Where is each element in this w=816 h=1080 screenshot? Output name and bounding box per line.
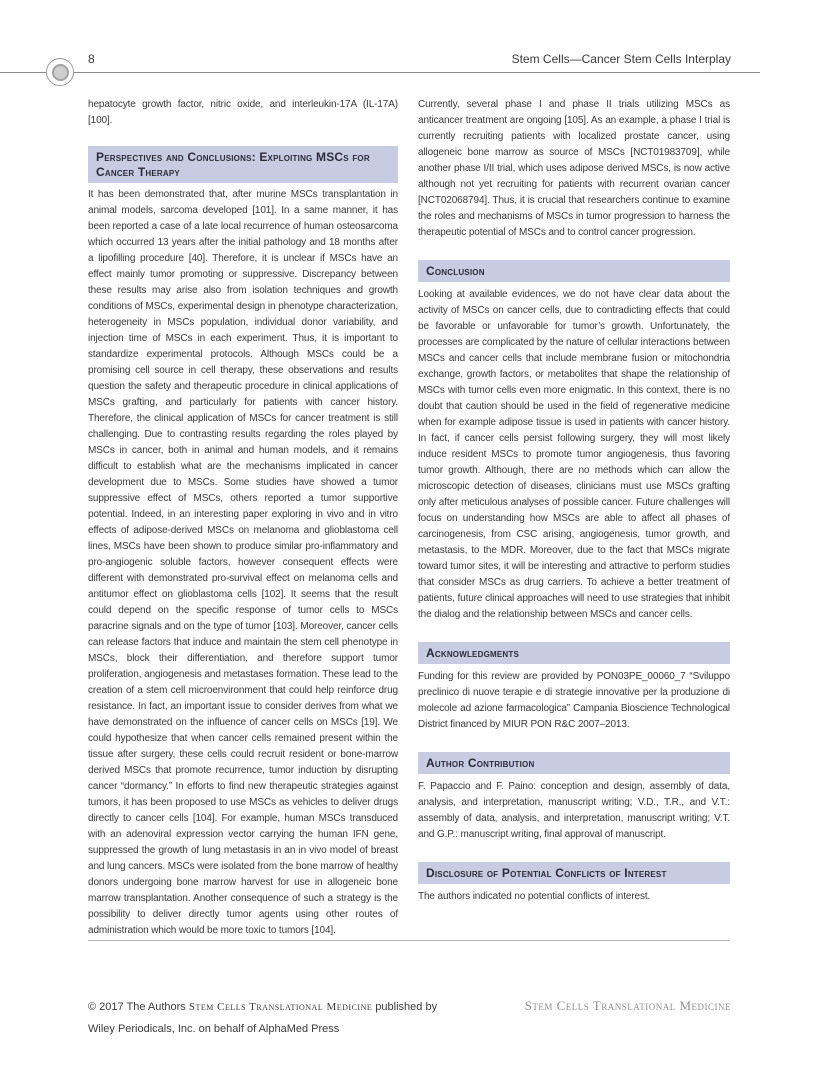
footer-rule — [88, 940, 730, 941]
disclosure-paragraph: The authors indicated no potential conflicts of interest. — [418, 891, 651, 902]
author-contribution-paragraph: F. Papaccio and F. Paino: conception and design, assembly of data, analysis, and interpretation, manuscript writing; V.D., T.R., and V.T.: assembly of data, analysis, and interpretation, manuscript writing; V.T. and G.P.: manuscript writing, final approval of manuscript. — [418, 781, 730, 840]
journal-name-footer — [525, 998, 731, 1014]
journal-name-inline: Stem Cells Translational Medicine — [188, 1001, 373, 1013]
right-column — [418, 97, 730, 905]
section-heading-acknowledgments: Acknowledgments — [418, 642, 730, 664]
page-number: 8 — [88, 52, 95, 66]
journal-name-text: Stem Cells Translational Medicine — [524, 998, 731, 1013]
conclusion-paragraph: Looking at available evidences, we do not have clear data about the activity of MSCs on cancer cells, due to contradicting effects that could be favorable or unfavorable for tumor’s growth. Unfortunately, the processes are complicated by the nature of cellular interactions between MSCs and cancer cells that include membrane fusion or mitochondria exchange, growth factors, or metabolites that shape the relationship of MSCs with tumor cells even more enigmatic. In this context, there is no doubt that caution should be used in the field of regenerative medicine when for example adipose tissue is used in patients with cancer history. In fact, if cancer cells persist following surgery, they will most likely induce resident MSCs to promote tumor angiogenesis, thus favoring tumor growth. Although, there are no methods which can allow the microscopic detection of diseases, clinicians must use MSCs grafting only after meticulous analyses of possible cancer. Future challenges will focus on understanding how MSCs are able to affect all phases of carcinogenesis, from CSC arising, angiogenesis, tumor growth, and metastasis, to the MDR. Moreover, due to the fact that MSCs migrate toward tumor sites, it will be interesting and attractive to perform studies that consider MSCs as drug carriers. To achieve a better treatment of patients, future clinical approaches will need to use strategies that inhibit the dialog and the relationship between MSCs and cancer cells. — [418, 289, 730, 620]
section-heading-author-contribution: Author Contribution — [418, 752, 730, 774]
section-heading-conclusion: Conclusion — [418, 260, 730, 282]
spiral-binding-inner-icon — [52, 64, 69, 81]
intro-paragraph: hepatocyte growth factor, nitric oxide, and interleukin-17A (IL-17A) [100]. — [88, 99, 398, 126]
copyright-prefix: © 2017 The Authors — [88, 1001, 189, 1013]
header-rule — [0, 72, 760, 73]
copyright-suffix: published by — [372, 1001, 438, 1013]
trials-paragraph: Currently, several phase I and phase II trials utilizing MSCs as anticancer treatment are ongoing [105]. As an example, a phase I trial is currently recruiting patients with localized prostate cancer, using allogeneic bone marrow as source of MSCs [NCT01983709], while another phase I/II trial, which uses adipose derived MSCs, is now active although not yet recruiting for patients with recurrent ovarian cancer [NCT02068794]. Thus, it is crucial that researchers continue to examine the roles and mechanisms of MSCs in tumor progression to harness the therapeutic potential of MSCs and to control cancer progression. — [418, 99, 730, 238]
perspectives-paragraph: It has been demonstrated that, after murine MSCs transplantation in animal models, sarcoma developed [101]. In a same manner, it has been reported a case of a late local recurrence of human osteosarcoma which occurred 13 years after the initial pathology and 18 months after a lipofilling procedure [40]. Therefore, it is unclear if MSCs have an effect mainly tumor promoting or suppressive. Discrepancy between these results may arise also from isolation techniques and growth conditions of MSCs, experimental design in phenotype characterization, heterogeneity in MSCs population, individual donor variability, and injection time of MSCs in each experiment. Thus, it is important to standardize experimental protocols. Although MSCs could be a promising cell source in cell therapy, these observations and results question the safety and therapeutic procedure in clinical applications of MSCs grafting, and particularly for patients with cancer history. Therefore, the clinical application of MSCs for cancer treatment is still challenging. Due to contrasting results regarding the roles played by MSCs in cancer, both in animal and human models, and it remains difficult to establish what are the mechanisms implicated in cancer development due to MSCs. Some studies have showed a tumor suppressive effect of MSCs, others reported a tumor supportive potential. Indeed, in an interesting paper exploring in vivo and in vitro effects of adipose-derived MSCs on melanoma and glioblastoma cell lines, MSCs have been shown to produce similar pro-inflammatory and pro-angiogenic soluble factors, however consequent effects were different with demonstrated pro-survival effect on melanoma cells and antitumor effect on glioblastoma cells [102]. It seems that the result could depend on the specific response of tumor cells to MSCs paracrine signals and on the type of tumor [103]. Moreover, cancer cells can release factors that induce and maintain the stem cell phenotype in MSCs, block their differentiation, and therefore support tumor proliferation, angiogenesis and metastases formation. These lead to the creation of a stem cell microenvironment that could help reinforce drug resistance. In fact, an important issue to consider derives from what we have demonstrated on the influence of cancer cells on MSCs [19]. We could hypothesize that when cancer cells remained present within the tissue after surgery, these cells could recruit resident or bone-marrow derived MSCs that promote recurrence, tumor induction by disrupting cancer “dormancy.” In efforts to find new therapeutic strategies against tumors, it has been proposed to use MSCs as vehicles to deliver drugs directly to cancer cells [104]. For example, human MSCs transduced with an adenoviral expression vector carrying the human IFN gene, suppressed the growth of lung metastasis in an in vivo model of breast and lung cancers. MSCs were isolated from the bone marrow of healthy donors undergoing bone marrow harvest for use in allogeneic bone marrow transplantation. Another consequence of such a strategy is the possibility to deliver directly tumor agents using other routes of administration which would be more toxic to tumors [104]. — [88, 189, 398, 936]
copyright-line2: Wiley Periodicals, Inc. on behalf of AlphaMed Press — [88, 1023, 340, 1035]
copyright-notice — [88, 996, 508, 1040]
spiral-binding-icon — [46, 58, 74, 86]
section-heading-disclosure: Disclosure of Potential Conflicts of Interest — [418, 862, 730, 884]
section-heading-perspectives: Perspectives and Conclusions: Exploiting MSCs for Cancer Therapy — [88, 146, 398, 183]
running-title: Stem Cells—Cancer Stem Cells Interplay — [511, 52, 731, 66]
left-column — [88, 97, 398, 939]
acknowledgments-paragraph: Funding for this review are provided by PON03PE_00060_7 “Sviluppo preclinico di nuove terapie e di strategie innovative per la produzione di molecole ad azione farmacologica” Campania Bioscience Technological District financed by MIUR PON R&C 2007–2013. — [418, 671, 730, 730]
